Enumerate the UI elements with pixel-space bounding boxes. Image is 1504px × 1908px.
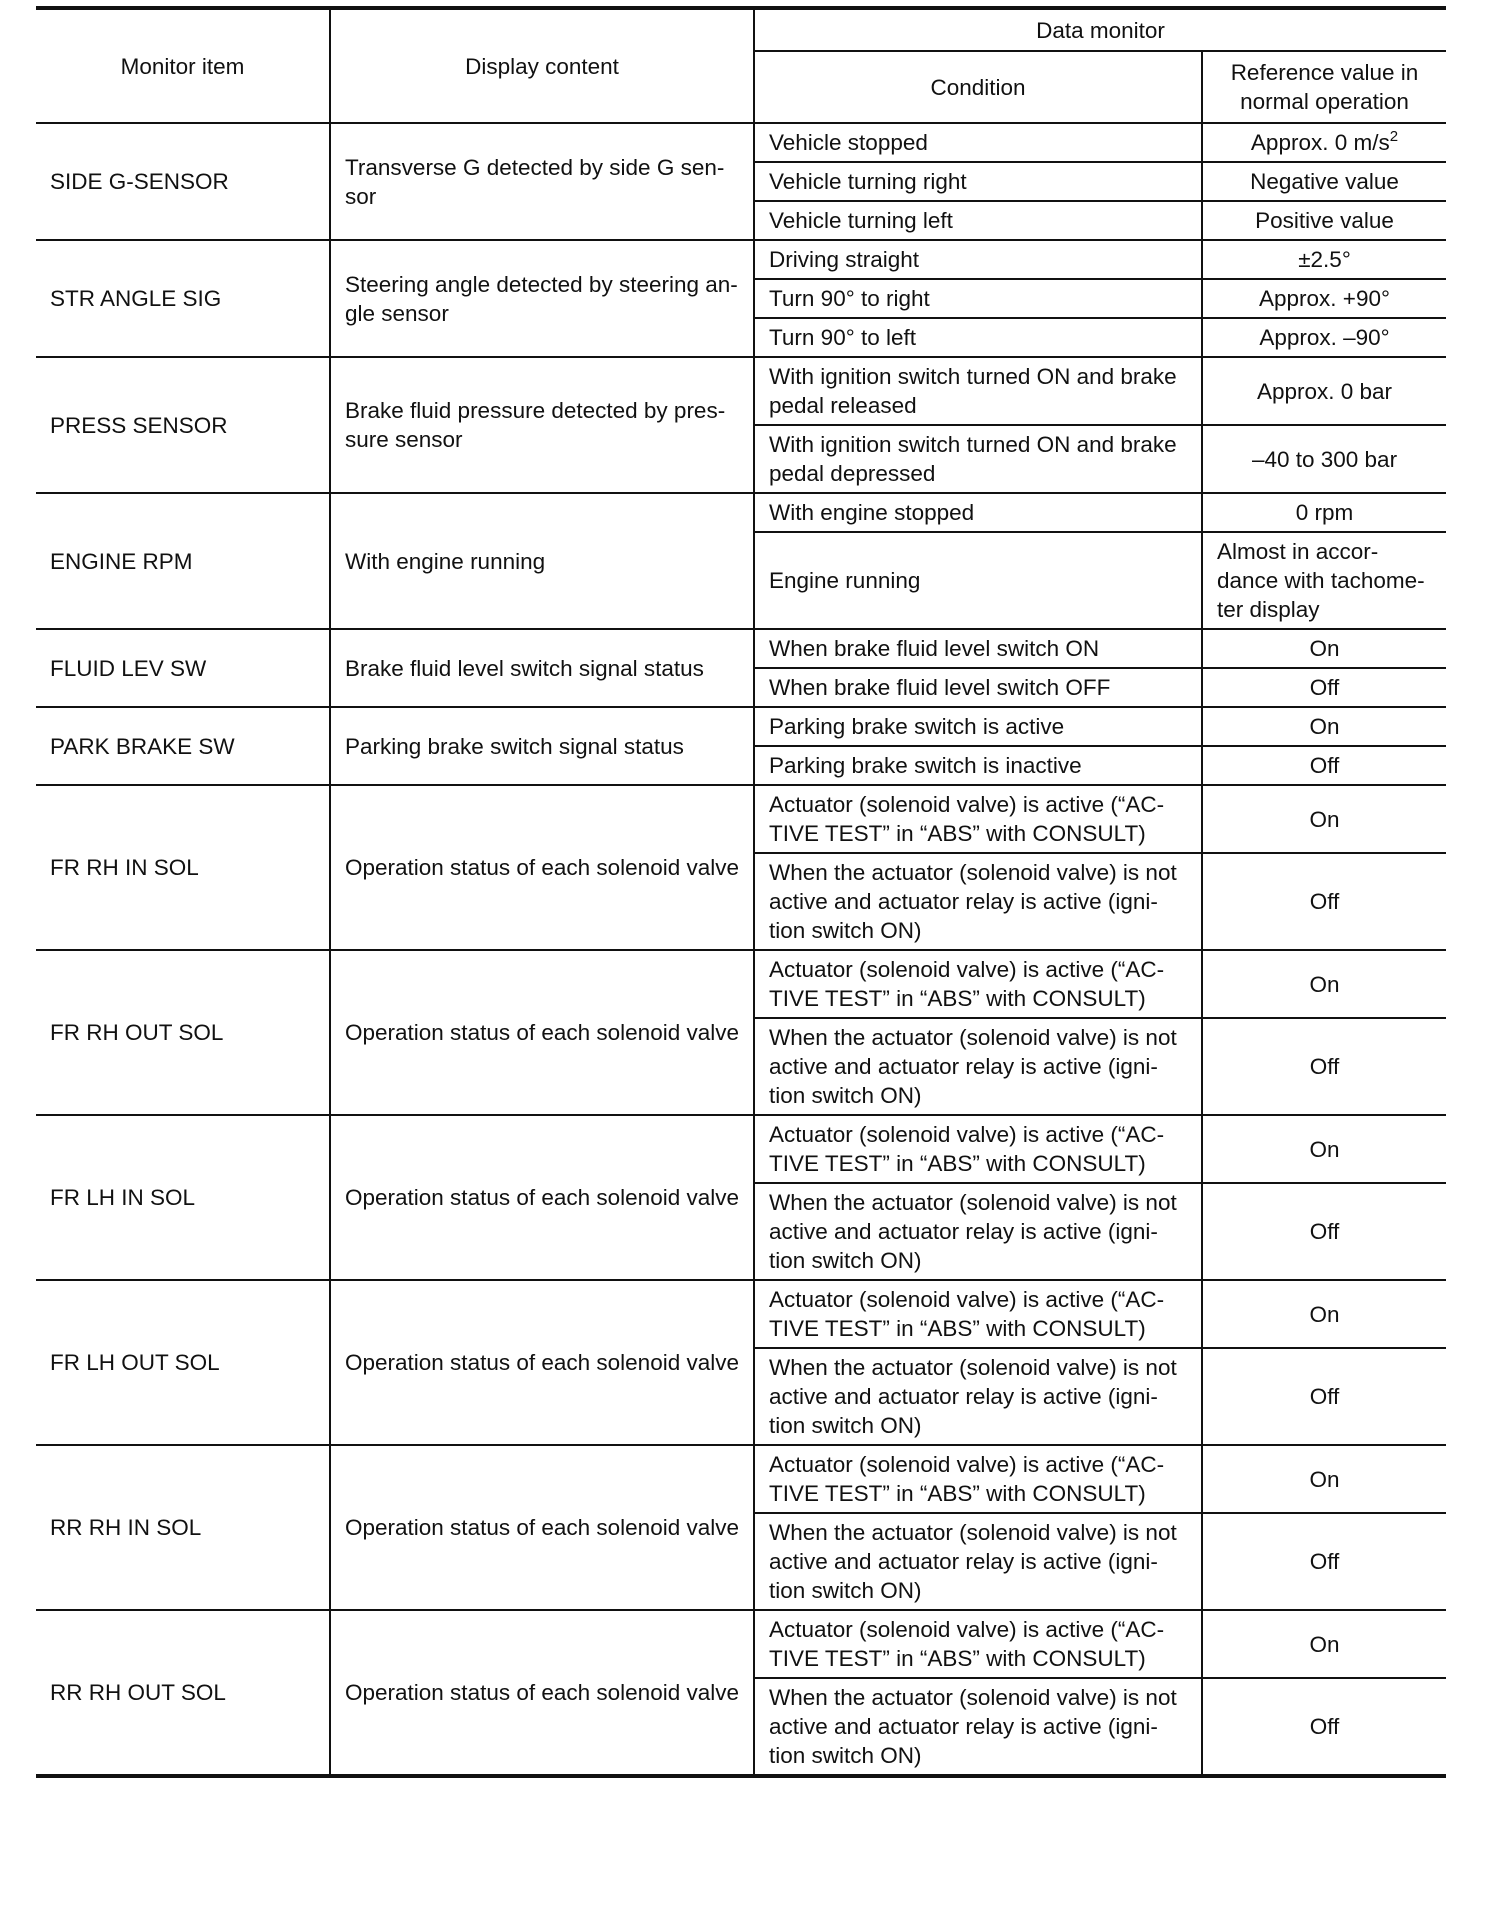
reference-value-text: ±2.5° [1298,247,1351,272]
display-content-cell: Operation status of each solenoid valve [330,1280,754,1445]
monitor-item-cell: SIDE G-SENSOR [36,123,330,240]
reference-value-cell [1202,1678,1446,1776]
condition-cell: With engine stopped [754,493,1202,532]
condition-cell: When the actuator (solenoid valve) is not active and actuator relay is active (igni-tion switch ON) [754,1348,1202,1445]
reference-value-cell [1202,785,1446,853]
display-content-cell: Operation status of each solenoid valve [330,950,754,1115]
condition-cell: When the actuator (solenoid valve) is not active and actuator relay is active (igni-tion switch ON) [754,1513,1202,1610]
condition-cell: Turn 90° to left [754,318,1202,357]
display-content-cell: Brake fluid level switch signal status [330,629,754,707]
table-row [36,1445,1446,1513]
header-condition: Condition [754,51,1202,123]
monitor-item-cell: FR LH OUT SOL [36,1280,330,1445]
reference-value-text: Positive value [1255,208,1394,233]
display-content-cell: Transverse G detected by side G sen-sor [330,123,754,240]
reference-value-text: Approx. 0 m/s [1250,130,1390,155]
reference-value-cell [1202,1513,1446,1610]
condition-cell: Actuator (solenoid valve) is active (“AC-TIVE TEST” in “ABS” with CONSULT) [754,1445,1202,1513]
table-row [36,1280,1446,1348]
reference-value-cell [1202,707,1446,746]
data-monitor-table [36,6,1446,1778]
condition-cell: When the actuator (solenoid valve) is not active and actuator relay is active (igni-tion switch ON) [754,1018,1202,1115]
monitor-item-cell: PARK BRAKE SW [36,707,330,785]
reference-value-text: On [1309,1301,1340,1327]
table-row [36,357,1446,425]
table-row [36,707,1446,746]
reference-value-cell [1202,1115,1446,1183]
reference-value-cell [1202,532,1446,629]
reference-value-text: Off [1309,753,1340,778]
reference-value-text: Off [1309,1054,1340,1079]
monitor-item-cell: RR RH OUT SOL [36,1610,330,1776]
display-content-cell: Operation status of each solenoid valve [330,1445,754,1610]
condition-cell: Actuator (solenoid valve) is active (“AC-TIVE TEST” in “ABS” with CONSULT) [754,785,1202,853]
header-monitor-item: Monitor item [36,8,330,123]
reference-value-text: 0 rpm [1295,500,1354,525]
header-display-content: Display content [330,8,754,123]
condition-cell: When the actuator (solenoid valve) is not active and actuator relay is active (igni-tion switch ON) [754,1678,1202,1776]
reference-value-text: Off [1309,675,1340,700]
monitor-item-cell: ENGINE RPM [36,493,330,629]
reference-value-cell [1202,279,1446,318]
reference-value-cell [1202,1445,1446,1513]
data-monitor-document [36,6,1446,1778]
display-content-cell: Operation status of each solenoid valve [330,785,754,950]
monitor-item-cell: RR RH IN SOL [36,1445,330,1610]
header-data-monitor: Data monitor [754,8,1446,51]
reference-value-text: –40 to 300 bar [1251,446,1398,472]
monitor-item-cell: PRESS SENSOR [36,357,330,493]
display-content-cell: With engine running [330,493,754,629]
reference-value-cell [1202,1610,1446,1678]
table-body [36,123,1446,1776]
reference-value-text: Approx. +90° [1259,286,1390,311]
reference-value-text: On [1309,1631,1340,1657]
table-row [36,1115,1446,1183]
condition-cell: When the actuator (solenoid valve) is not active and actuator relay is active (igni-tion switch ON) [754,1183,1202,1280]
reference-value-cell [1202,1183,1446,1280]
condition-cell: When the actuator (solenoid valve) is not active and actuator relay is active (igni-tion switch ON) [754,853,1202,950]
reference-value-text: Off [1309,1714,1340,1739]
reference-value-text: Off [1309,1384,1340,1409]
condition-cell: When brake fluid level switch OFF [754,668,1202,707]
display-content-cell: Steering angle detected by steering an-gle sensor [330,240,754,357]
reference-value-text: On [1309,714,1340,739]
condition-cell: With ignition switch turned ON and brake pedal released [754,357,1202,425]
monitor-item-cell: STR ANGLE SIG [36,240,330,357]
reference-value-cell [1202,425,1446,493]
table-row [36,1610,1446,1678]
condition-cell: Vehicle turning right [754,162,1202,201]
condition-cell: Vehicle turning left [754,201,1202,240]
monitor-item-cell: FLUID LEV SW [36,629,330,707]
condition-cell: Parking brake switch is inactive [754,746,1202,785]
reference-value-cell [1202,493,1446,532]
reference-value-cell [1202,950,1446,1018]
display-content-cell: Operation status of each solenoid valve [330,1115,754,1280]
condition-cell: With ignition switch turned ON and brake pedal depressed [754,425,1202,493]
condition-cell: Actuator (solenoid valve) is active (“AC-TIVE TEST” in “ABS” with CONSULT) [754,1280,1202,1348]
reference-value-text: Approx. –90° [1259,325,1390,350]
condition-cell: Actuator (solenoid valve) is active (“AC-TIVE TEST” in “ABS” with CONSULT) [754,1115,1202,1183]
monitor-item-cell: FR RH OUT SOL [36,950,330,1115]
display-content-cell: Operation status of each solenoid valve [330,1610,754,1776]
monitor-item-cell: FR RH IN SOL [36,785,330,950]
reference-value-cell [1202,1348,1446,1445]
reference-value-text: Off [1309,889,1340,914]
reference-value-cell [1202,123,1446,162]
reference-value-text: On [1309,806,1340,832]
reference-value-text: On [1309,636,1340,661]
condition-cell: When brake fluid level switch ON [754,629,1202,668]
reference-value-text: Almost in accor-dance with tachome-ter display [1217,539,1425,622]
condition-cell: Vehicle stopped [754,123,1202,162]
reference-value-text: On [1309,971,1340,997]
condition-cell: Turn 90° to right [754,279,1202,318]
reference-value-cell [1202,162,1446,201]
header-reference-value: Reference value in normal operation [1202,51,1446,123]
reference-value-cell [1202,318,1446,357]
reference-value-cell [1202,746,1446,785]
reference-value-text: Negative value [1250,169,1399,194]
reference-value-cell [1202,201,1446,240]
table-row [36,785,1446,853]
condition-cell: Actuator (solenoid valve) is active (“AC-TIVE TEST” in “ABS” with CONSULT) [754,950,1202,1018]
condition-cell: Driving straight [754,240,1202,279]
display-content-cell: Parking brake switch signal status [330,707,754,785]
reference-value-text: Off [1309,1219,1340,1244]
display-content-cell: Brake fluid pressure detected by pres-sure sensor [330,357,754,493]
reference-value-text: Off [1309,1549,1340,1574]
condition-cell: Parking brake switch is active [754,707,1202,746]
reference-value-cell [1202,1280,1446,1348]
reference-value-cell [1202,1018,1446,1115]
table-row [36,493,1446,532]
reference-value-cell [1202,629,1446,668]
reference-value-cell [1202,357,1446,425]
reference-value-text: Approx. 0 bar [1256,378,1393,404]
reference-value-cell [1202,668,1446,707]
table-row [36,123,1446,162]
condition-cell: Actuator (solenoid valve) is active (“AC-TIVE TEST” in “ABS” with CONSULT) [754,1610,1202,1678]
reference-value-cell [1202,853,1446,950]
reference-value-text: On [1309,1466,1340,1492]
condition-cell: Engine running [754,532,1202,629]
table-row [36,240,1446,279]
reference-value-cell [1202,240,1446,279]
reference-value-text: On [1309,1136,1340,1162]
reference-value-superscript: 2 [1389,128,1399,145]
monitor-item-cell: FR LH IN SOL [36,1115,330,1280]
table-row [36,629,1446,668]
table-row [36,950,1446,1018]
